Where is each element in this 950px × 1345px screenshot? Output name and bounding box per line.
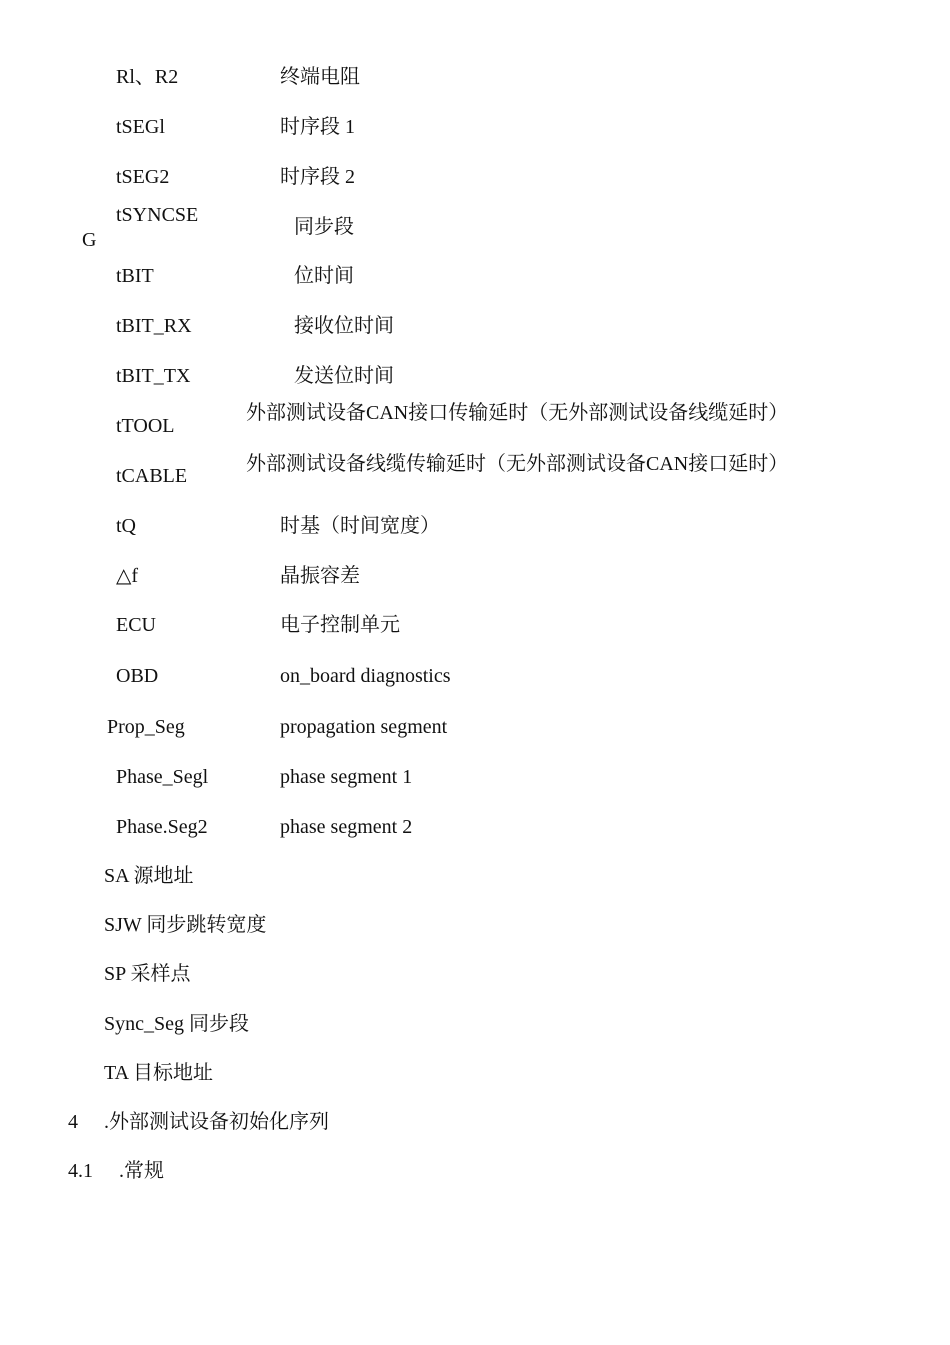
abbr-definition: 时序段 2	[280, 166, 355, 188]
abbr-definition: 终端电阻	[280, 66, 360, 88]
abbr-definition: 电子控制单元	[280, 614, 400, 636]
abbr-term: tBIT_TX	[116, 365, 191, 387]
abbr-term: tSEG2	[116, 166, 170, 188]
abbr-definition: 位时间	[294, 265, 354, 287]
abbr-term: Prop_Seg	[107, 716, 185, 738]
abbr-definition: phase segment 2	[280, 816, 413, 838]
abbr-term: tSEGl	[116, 116, 165, 138]
abbr-definition: 同步段	[294, 216, 354, 238]
abbr-term: tBIT	[116, 265, 154, 287]
inline-abbr-line: TA 目标地址	[104, 1062, 213, 1084]
inline-abbr-line: SP 采样点	[104, 963, 191, 985]
abbr-definition: 发送位时间	[294, 365, 394, 387]
abbr-term: tQ	[116, 515, 136, 537]
abbr-definition: 接收位时间	[294, 315, 394, 337]
section-number: 4.1	[68, 1160, 93, 1182]
abbr-definition: 时基（时间宽度）	[280, 515, 440, 537]
inline-abbr-line: SJW 同步跳转宽度	[104, 914, 267, 936]
abbr-term: △f	[116, 565, 139, 587]
abbr-term: tTOOL	[116, 415, 175, 437]
inline-abbr-line: SA 源地址	[104, 865, 194, 887]
abbr-definition: propagation segment	[280, 716, 448, 738]
abbr-definition: 外部测试设备CAN接口传输延时（无外部测试设备线缆延时）	[246, 402, 789, 424]
abbr-term-continuation: G	[82, 229, 97, 251]
section-number: 4	[68, 1111, 78, 1133]
abbr-term: Rl、R2	[116, 66, 179, 88]
abbr-definition: 时序段 1	[280, 116, 355, 138]
abbr-definition: phase segment 1	[280, 766, 413, 788]
section-title: .常规	[119, 1160, 164, 1182]
abbr-term: tCABLE	[116, 465, 188, 487]
inline-abbr-line: Sync_Seg 同步段	[104, 1013, 249, 1035]
section-title: .外部测试设备初始化序列	[104, 1111, 329, 1133]
abbr-term: Phase.Seg2	[116, 816, 208, 838]
abbr-definition: 晶振容差	[280, 565, 360, 587]
abbr-term: OBD	[116, 665, 159, 687]
abbr-definition: 外部测试设备线缆传输延时（无外部测试设备CAN接口延时）	[246, 453, 789, 475]
abbr-definition: on_board diagnostics	[280, 665, 451, 687]
abbr-term: ECU	[116, 614, 156, 636]
abbr-term: tBIT_RX	[116, 315, 192, 337]
abbr-term: tSYNCSE	[116, 204, 199, 226]
abbr-term: Phase_Segl	[116, 766, 209, 788]
